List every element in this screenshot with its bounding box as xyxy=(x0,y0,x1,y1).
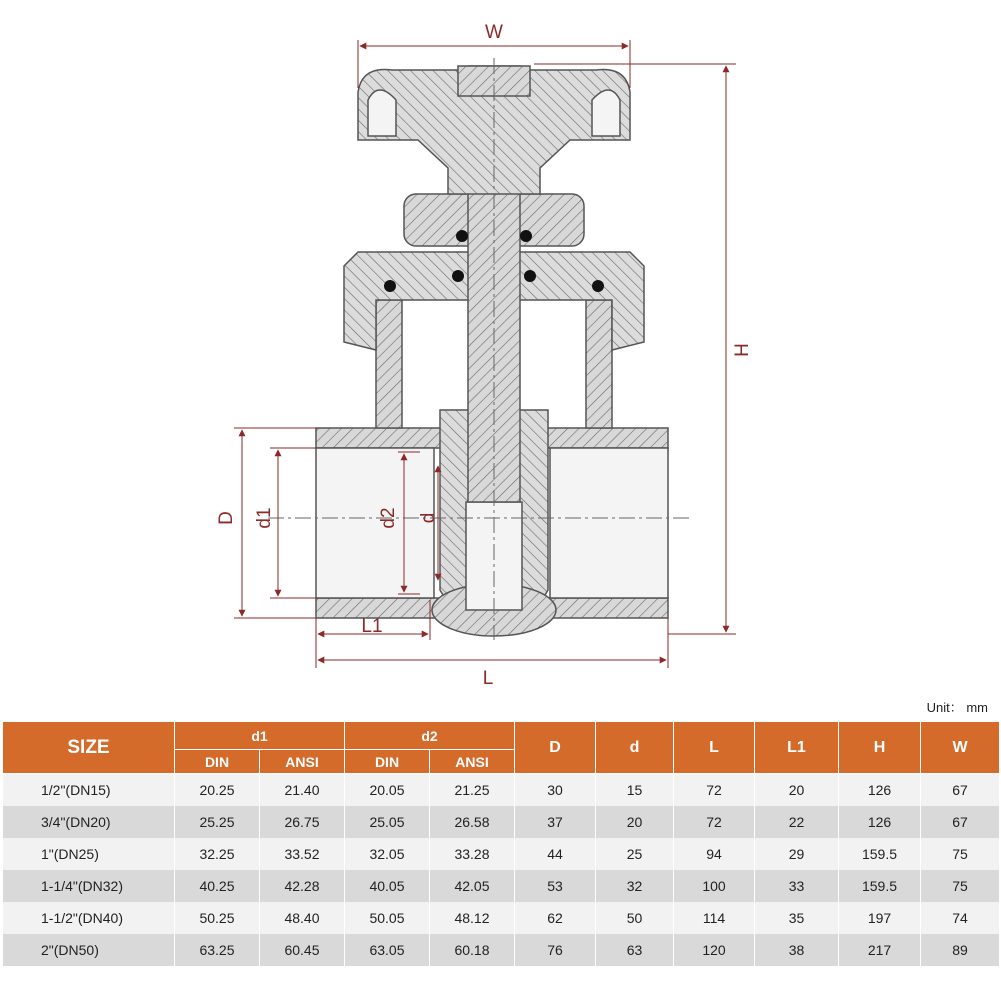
cell-d1-ansi: 26.75 xyxy=(260,806,345,838)
seal-ring xyxy=(592,280,604,292)
cell-d: 50 xyxy=(596,902,674,934)
header-d-outer: D xyxy=(515,722,596,774)
cell-d2-ansi: 42.05 xyxy=(430,870,515,902)
header-size: SIZE xyxy=(3,722,175,774)
cell-d2-din: 40.05 xyxy=(345,870,430,902)
handwheel-left-loop xyxy=(368,90,396,136)
cell-d: 20 xyxy=(596,806,674,838)
cell-d-outer: 30 xyxy=(515,774,596,807)
cell-l1: 38 xyxy=(755,934,839,966)
cell-d2-din: 25.05 xyxy=(345,806,430,838)
cell-size: 1-1/4"(DN32) xyxy=(3,870,175,902)
cell-l: 72 xyxy=(674,774,755,807)
valve-body xyxy=(316,66,668,636)
cell-w: 89 xyxy=(921,934,1000,966)
cell-w: 74 xyxy=(921,902,1000,934)
header-d1-ansi: ANSI xyxy=(260,750,345,774)
handwheel-right-loop xyxy=(592,90,620,136)
table-row xyxy=(3,774,1000,807)
header-d1: d1 xyxy=(175,722,345,750)
cell-w: 67 xyxy=(921,806,1000,838)
cell-d2-ansi: 48.12 xyxy=(430,902,515,934)
label-l: L xyxy=(482,668,494,689)
cell-d-outer: 37 xyxy=(515,806,596,838)
cell-d2-din: 32.05 xyxy=(345,838,430,870)
table-row xyxy=(3,934,1000,966)
header-w: W xyxy=(921,722,1000,774)
header-d: d xyxy=(596,722,674,774)
label-d-outer: D xyxy=(216,511,237,525)
cell-d1-din: 50.25 xyxy=(175,902,260,934)
table-row xyxy=(3,838,1000,870)
header-h: H xyxy=(839,722,921,774)
cell-d-outer: 76 xyxy=(515,934,596,966)
cell-l1: 35 xyxy=(755,902,839,934)
cell-h: 197 xyxy=(839,902,921,934)
cell-d1-ansi: 60.45 xyxy=(260,934,345,966)
cell-d1-din: 20.25 xyxy=(175,774,260,807)
label-d: d xyxy=(418,512,439,524)
cell-l: 72 xyxy=(674,806,755,838)
label-w: W xyxy=(485,22,503,43)
cell-d1-din: 25.25 xyxy=(175,806,260,838)
seal-ring xyxy=(524,270,536,282)
label-d1: d1 xyxy=(254,507,275,529)
right-socket-inner xyxy=(550,448,668,598)
cell-l: 94 xyxy=(674,838,755,870)
cell-d: 15 xyxy=(596,774,674,807)
cell-d2-ansi: 21.25 xyxy=(430,774,515,807)
cell-d1-din: 32.25 xyxy=(175,838,260,870)
cell-h: 217 xyxy=(839,934,921,966)
cell-d1-ansi: 48.40 xyxy=(260,902,345,934)
cell-l: 120 xyxy=(674,934,755,966)
cell-d2-ansi: 60.18 xyxy=(430,934,515,966)
cell-l1: 22 xyxy=(755,806,839,838)
cell-l1: 33 xyxy=(755,870,839,902)
cell-l: 114 xyxy=(674,902,755,934)
cell-l: 100 xyxy=(674,870,755,902)
cell-d-outer: 53 xyxy=(515,870,596,902)
cell-d1-din: 40.25 xyxy=(175,870,260,902)
left-socket-inner xyxy=(316,448,434,598)
table-row xyxy=(3,806,1000,838)
table-row xyxy=(3,902,1000,934)
cell-d2-ansi: 26.58 xyxy=(430,806,515,838)
cell-h: 159.5 xyxy=(839,870,921,902)
cell-d1-ansi: 33.52 xyxy=(260,838,345,870)
cell-d1-ansi: 42.28 xyxy=(260,870,345,902)
unit-label: Unit： mm xyxy=(926,700,988,715)
cell-h: 126 xyxy=(839,806,921,838)
table-row xyxy=(3,870,1000,902)
cell-d2-ansi: 33.28 xyxy=(430,838,515,870)
cell-d-outer: 44 xyxy=(515,838,596,870)
header-l1: L1 xyxy=(755,722,839,774)
header-d2: d2 xyxy=(345,722,515,750)
seal-ring xyxy=(452,270,464,282)
cell-l1: 29 xyxy=(755,838,839,870)
header-l: L xyxy=(674,722,755,774)
cell-l1: 20 xyxy=(755,774,839,807)
cell-d1-ansi: 21.40 xyxy=(260,774,345,807)
cell-w: 75 xyxy=(921,870,1000,902)
seal-ring xyxy=(520,230,532,242)
cell-size: 1/2"(DN15) xyxy=(3,774,175,807)
header-d2-din: DIN xyxy=(345,750,430,774)
cell-d2-din: 20.05 xyxy=(345,774,430,807)
header-d2-ansi: ANSI xyxy=(430,750,515,774)
cell-d: 25 xyxy=(596,838,674,870)
label-l1: L1 xyxy=(361,616,383,637)
cell-size: 1"(DN25) xyxy=(3,838,175,870)
cell-h: 159.5 xyxy=(839,838,921,870)
cell-w: 75 xyxy=(921,838,1000,870)
seal-ring xyxy=(456,230,468,242)
cell-d2-din: 63.05 xyxy=(345,934,430,966)
cell-h: 126 xyxy=(839,774,921,807)
cell-d-outer: 62 xyxy=(515,902,596,934)
label-h: H xyxy=(732,343,753,357)
header-d1-din: DIN xyxy=(175,750,260,774)
label-d2: d2 xyxy=(378,507,399,529)
specification-table xyxy=(2,721,1000,966)
seal-ring xyxy=(384,280,396,292)
cell-d1-din: 63.25 xyxy=(175,934,260,966)
cell-size: 2"(DN50) xyxy=(3,934,175,966)
cell-size: 1-1/2"(DN40) xyxy=(3,902,175,934)
cell-d: 32 xyxy=(596,870,674,902)
cell-w: 67 xyxy=(921,774,1000,807)
cell-d2-din: 50.05 xyxy=(345,902,430,934)
cell-d: 63 xyxy=(596,934,674,966)
cell-size: 3/4"(DN20) xyxy=(3,806,175,838)
